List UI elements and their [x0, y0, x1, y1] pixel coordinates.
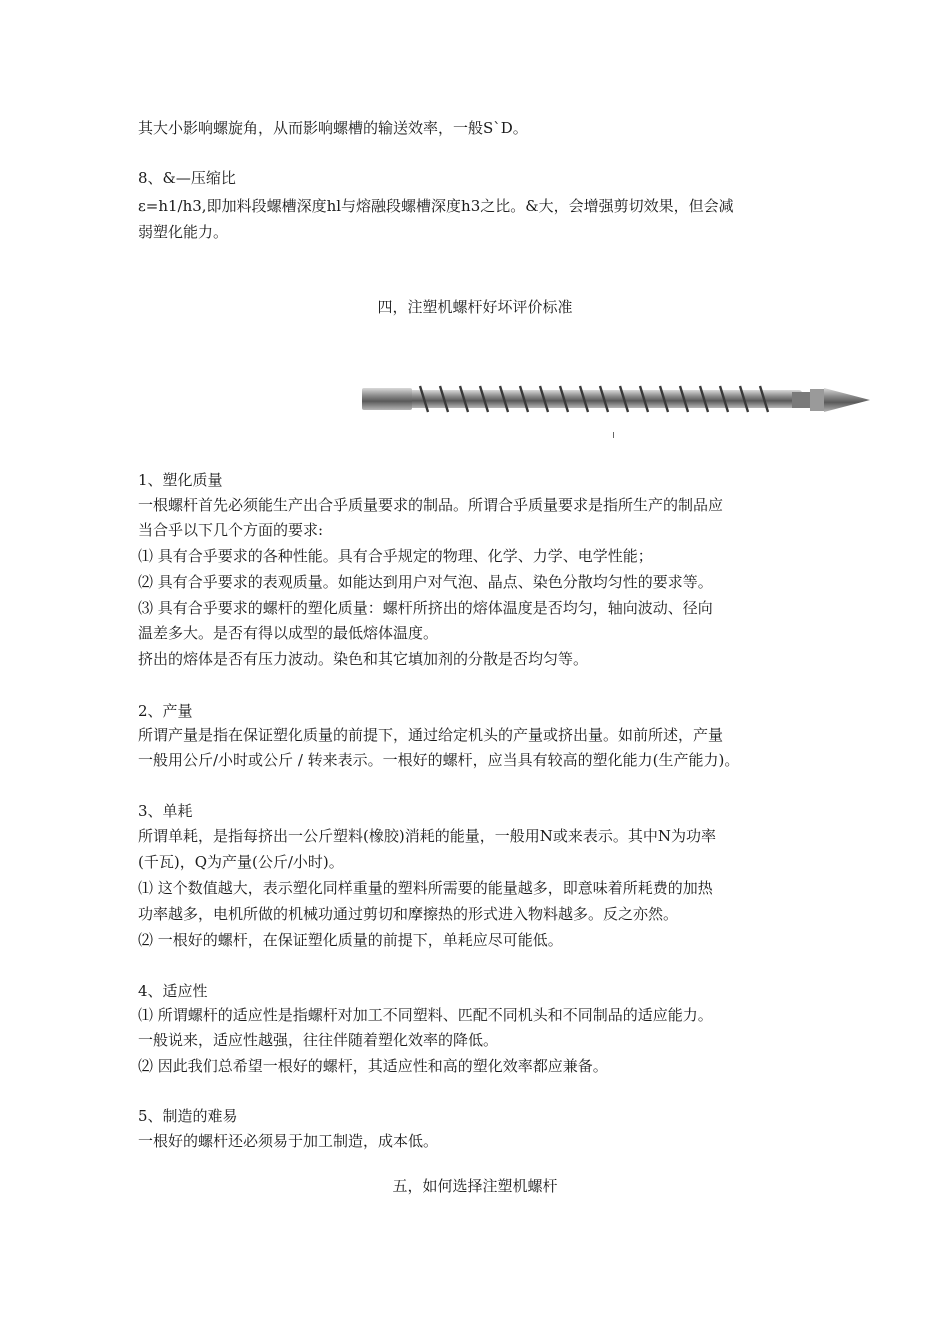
text-line: ε=h1/h3,即加料段螺槽深度hl与熔融段螺槽深度h3之比。&大，会增强剪切效果，但会减: [138, 197, 734, 215]
text-line: 所谓产量是指在保证塑化质量的前提下，通过给定机头的产量或挤出量。如前所述，产量: [138, 726, 724, 744]
text-line: ⑵ 因此我们总希望一根好的螺杆，其适应性和高的塑化效率都应兼备。: [138, 1057, 608, 1075]
text-line: ⑴ 所谓螺杆的适应性是指螺杆对加工不同塑料、匹配不同机头和不同制品的适应能力。: [138, 1006, 713, 1024]
text-line: ⑵ 一根好的螺杆，在保证塑化质量的前提下，单耗应尽可能低。: [138, 931, 563, 949]
image-mark: [613, 432, 614, 438]
screw-image: [360, 378, 872, 426]
section-heading: 1、塑化质量: [138, 471, 223, 489]
text-line: ⑵ 具有合乎要求的表观质量。如能达到用户对气泡、晶点、染色分散均匀性的要求等。: [138, 573, 713, 591]
chapter-title: 四，注塑机螺杆好坏评价标准: [377, 298, 573, 316]
text-line: ⑴ 具有合乎要求的各种性能。具有合乎规定的物理、化学、力学、电学性能；: [138, 547, 653, 565]
text-line: 一般说来，适应性越强，往往伴随着塑化效率的降低。: [138, 1031, 499, 1049]
text-line: 所谓单耗，是指每挤出一公斤塑料(橡胶)消耗的能量，一般用N或来表示。其中N为功率: [138, 827, 716, 845]
text-line: 其大小影响螺旋角，从而影响螺槽的输送效率，一般S`D。: [138, 119, 528, 137]
section-heading: 5、制造的难易: [138, 1107, 238, 1125]
text-line: 温差多大。是否有得以成型的最低熔体温度。: [138, 624, 439, 642]
text-line: 一般用公斤/小时或公斤 / 转来表示。一根好的螺杆，应当具有较高的塑化能力(生产能力)。: [138, 751, 740, 769]
text-line: 弱塑化能力。: [138, 223, 229, 241]
text-line: 挤出的熔体是否有压力波动。染色和其它填加剂的分散是否均匀等。: [138, 650, 589, 668]
text-line: 功率越多，电机所做的机械功通过剪切和摩擦热的形式进入物料越多。反之亦然。: [138, 905, 679, 923]
text-line: 一根好的螺杆还必须易于加工制造，成本低。: [138, 1132, 439, 1150]
text-line: 当合乎以下几个方面的要求:: [138, 521, 324, 539]
text-line: ⑴ 这个数值越大，表示塑化同样重量的塑料所需要的能量越多，即意味着所耗费的加热: [138, 879, 713, 897]
section-heading: 3、单耗: [138, 802, 193, 820]
section-heading: 4、适应性: [138, 982, 208, 1000]
section-heading: 2、产量: [138, 702, 193, 720]
chapter-title: 五，如何选择注塑机螺杆: [392, 1177, 558, 1195]
section-heading: 8、&—压缩比: [138, 169, 236, 187]
text-line: 一根螺杆首先必须能生产出合乎质量要求的制品。所谓合乎质量要求是指所生产的制品应: [138, 496, 724, 514]
text-line: ⑶ 具有合乎要求的螺杆的塑化质量：螺杆所挤出的熔体温度是否均匀，轴向波动、径向: [138, 599, 713, 617]
text-line: (千瓦)，Q为产量(公斤/小时)。: [138, 853, 344, 871]
